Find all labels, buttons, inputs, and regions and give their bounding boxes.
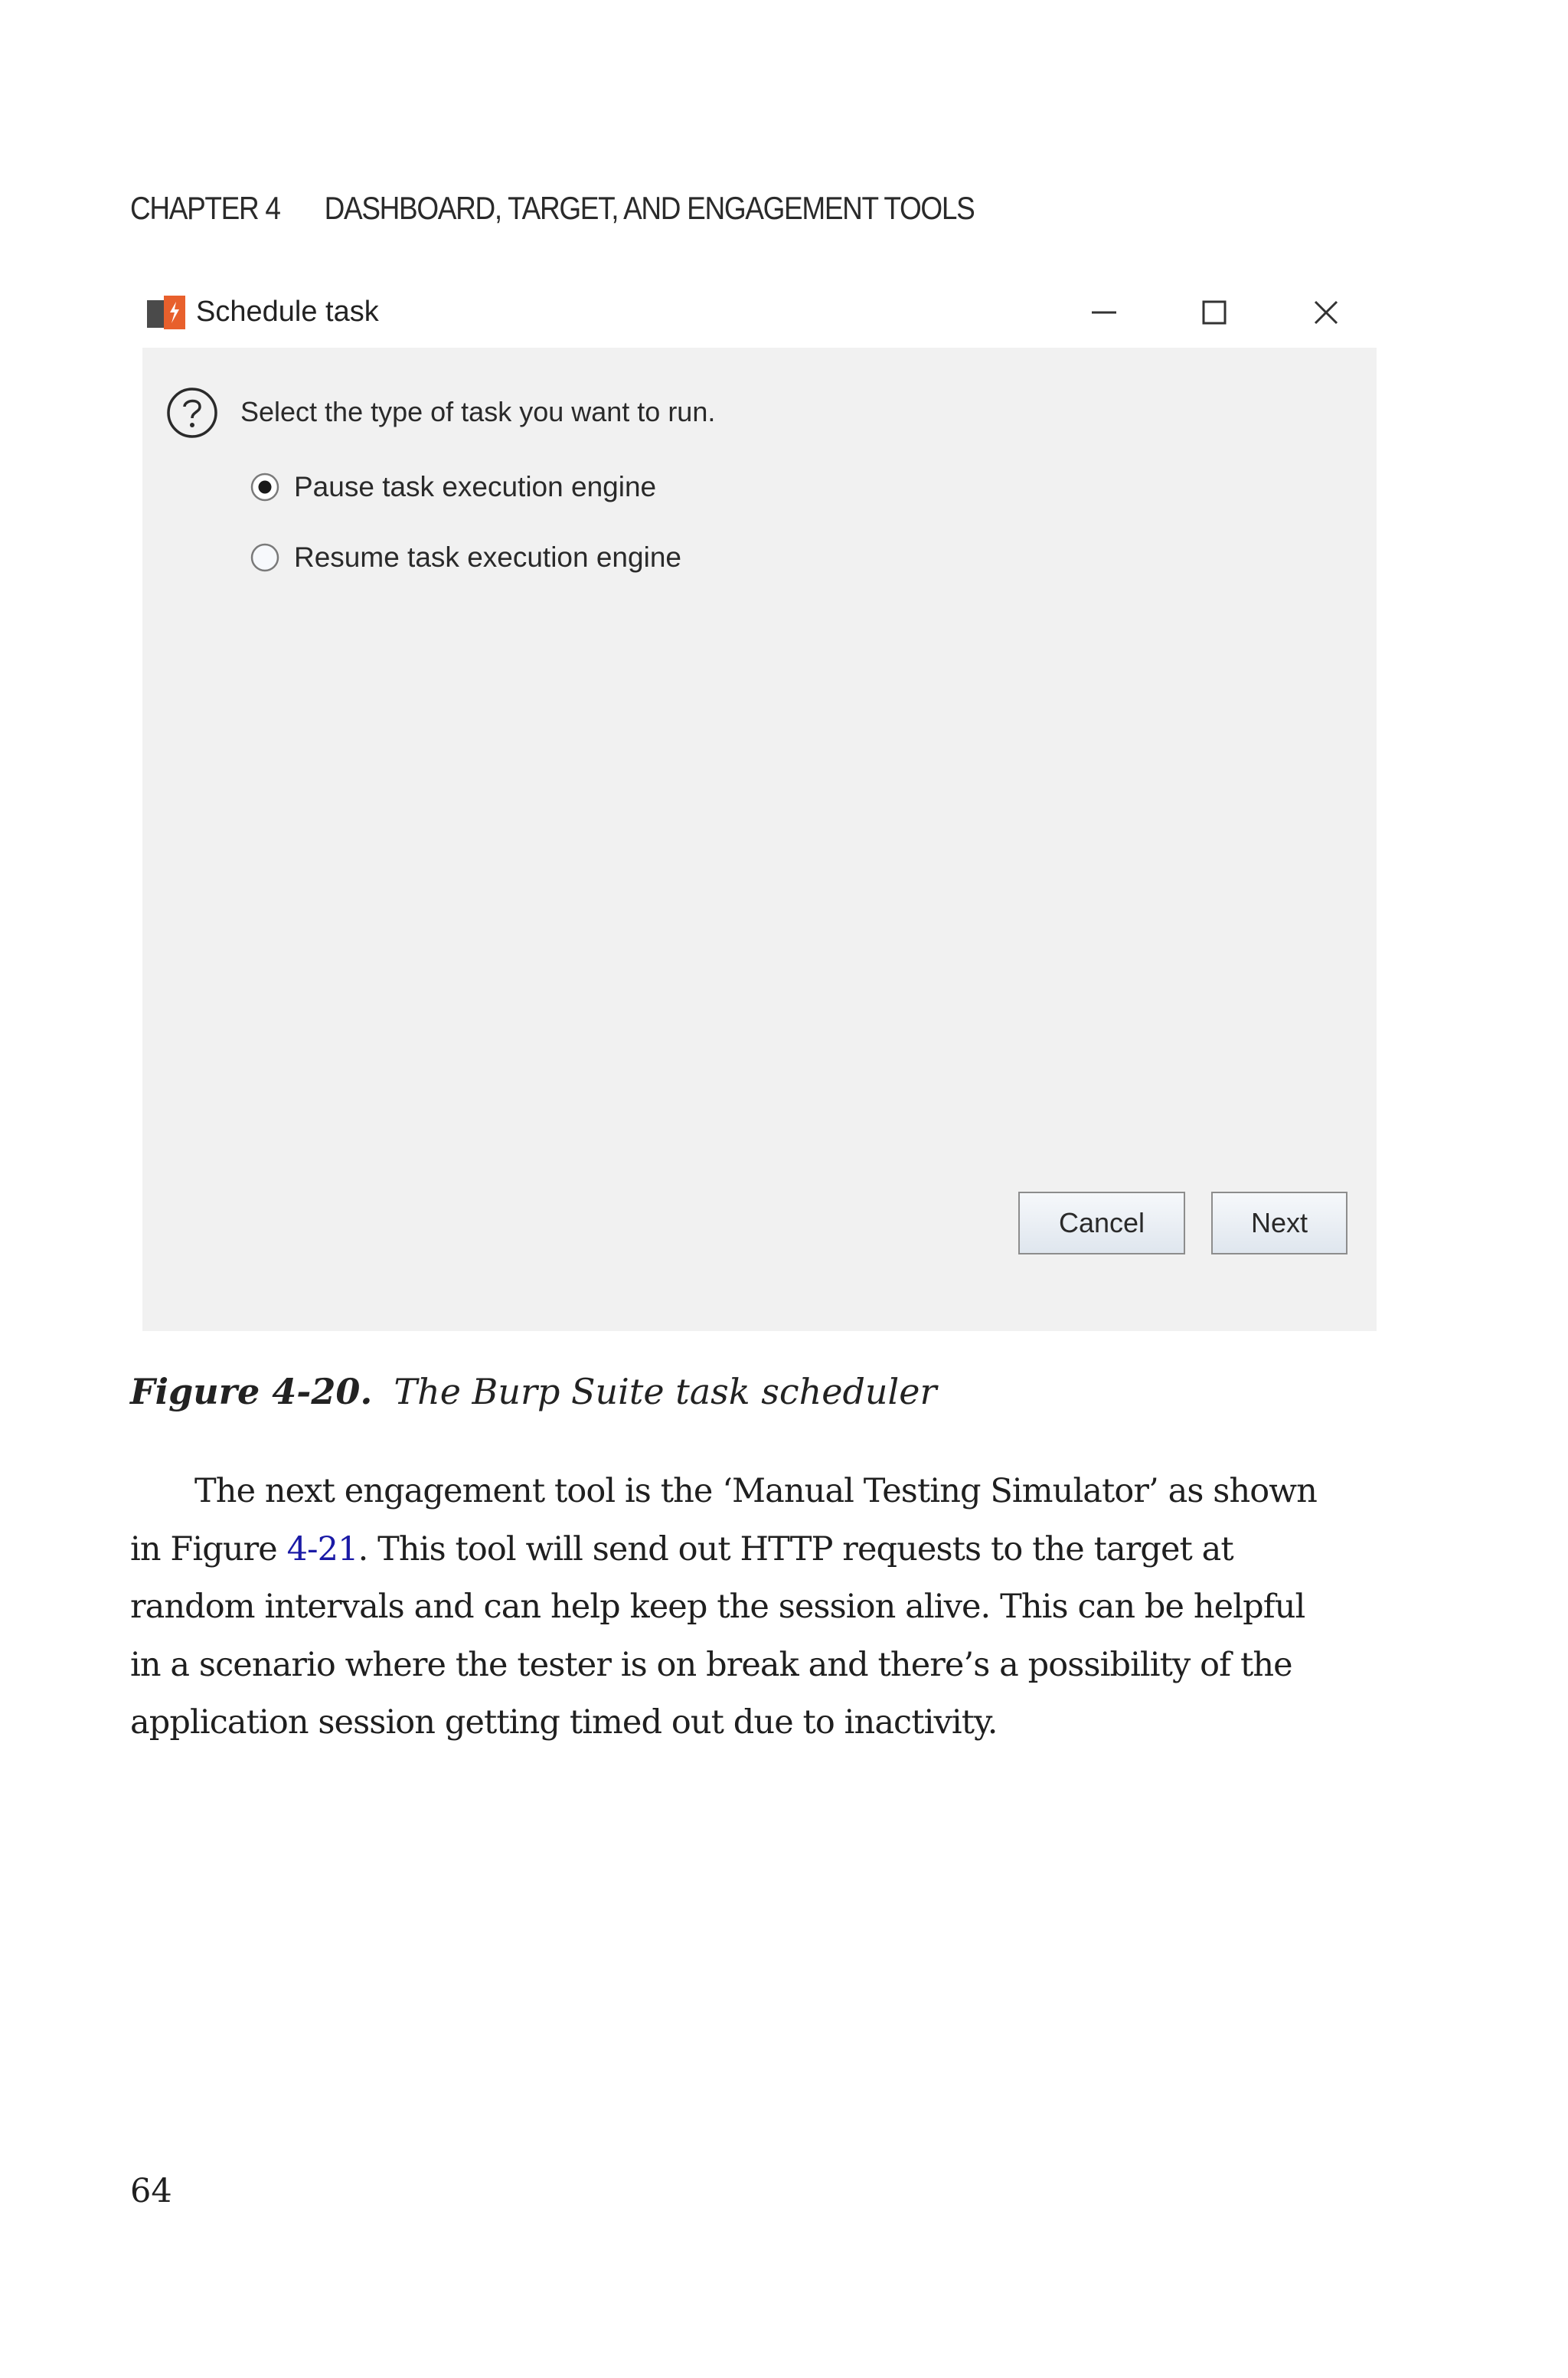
close-icon (1306, 293, 1346, 332)
paragraph-line: in a scenario where the tester is on break and there’s a possibility of the (130, 1645, 1292, 1684)
radio-selected-icon[interactable] (250, 472, 280, 502)
figure-cross-reference-link[interactable]: 4-21 (286, 1529, 358, 1568)
minimize-button[interactable] (1084, 293, 1124, 332)
close-button[interactable] (1306, 293, 1346, 332)
paragraph-text: in Figure (130, 1529, 287, 1568)
minimize-icon (1084, 293, 1124, 332)
paragraph-line: application session getting timed out due to inactivity. (130, 1703, 998, 1742)
maximize-button[interactable] (1194, 293, 1234, 332)
next-button[interactable]: Next (1211, 1192, 1348, 1254)
figure-caption-text: The Burp Suite task scheduler (394, 1371, 937, 1412)
dialog-titlebar[interactable] (130, 277, 1386, 346)
paragraph-line (130, 1521, 1386, 1579)
maximize-icon (1194, 293, 1234, 332)
schedule-task-dialog (130, 277, 1386, 1334)
body-paragraph (130, 1463, 1386, 1752)
radio-label-resume: Resume task execution engine (294, 541, 681, 573)
figure-number: Figure 4-20. (130, 1371, 373, 1412)
paragraph-line: random intervals and can help keep the session alive. This can be helpful (130, 1588, 1305, 1626)
paragraph-line: The next engagement tool is the ‘Manual Testing Simulator’ as shown (194, 1472, 1317, 1510)
running-header (130, 188, 974, 228)
radio-label-pause: Pause task execution engine (294, 471, 657, 502)
question-mark-icon (165, 386, 219, 440)
burp-suite-app-icon (147, 296, 187, 329)
dialog-prompt: Select the type of task you want to run. (240, 396, 716, 427)
figure-caption (130, 1371, 936, 1412)
radio-option-resume[interactable] (250, 536, 681, 579)
dialog-title: Schedule task (196, 296, 379, 328)
chapter-title: DASHBOARD, TARGET, AND ENGAGEMENT TOOLS (324, 190, 975, 226)
paragraph-text: . This tool will send out HTTP requests to the target at (358, 1529, 1233, 1568)
page-number: 64 (130, 2172, 172, 2210)
radio-option-pause[interactable] (250, 466, 656, 509)
dialog-body (142, 348, 1377, 1331)
radio-unselected-icon[interactable] (250, 542, 280, 573)
cancel-button[interactable]: Cancel (1018, 1192, 1185, 1254)
chapter-label: CHAPTER 4 (130, 190, 280, 226)
